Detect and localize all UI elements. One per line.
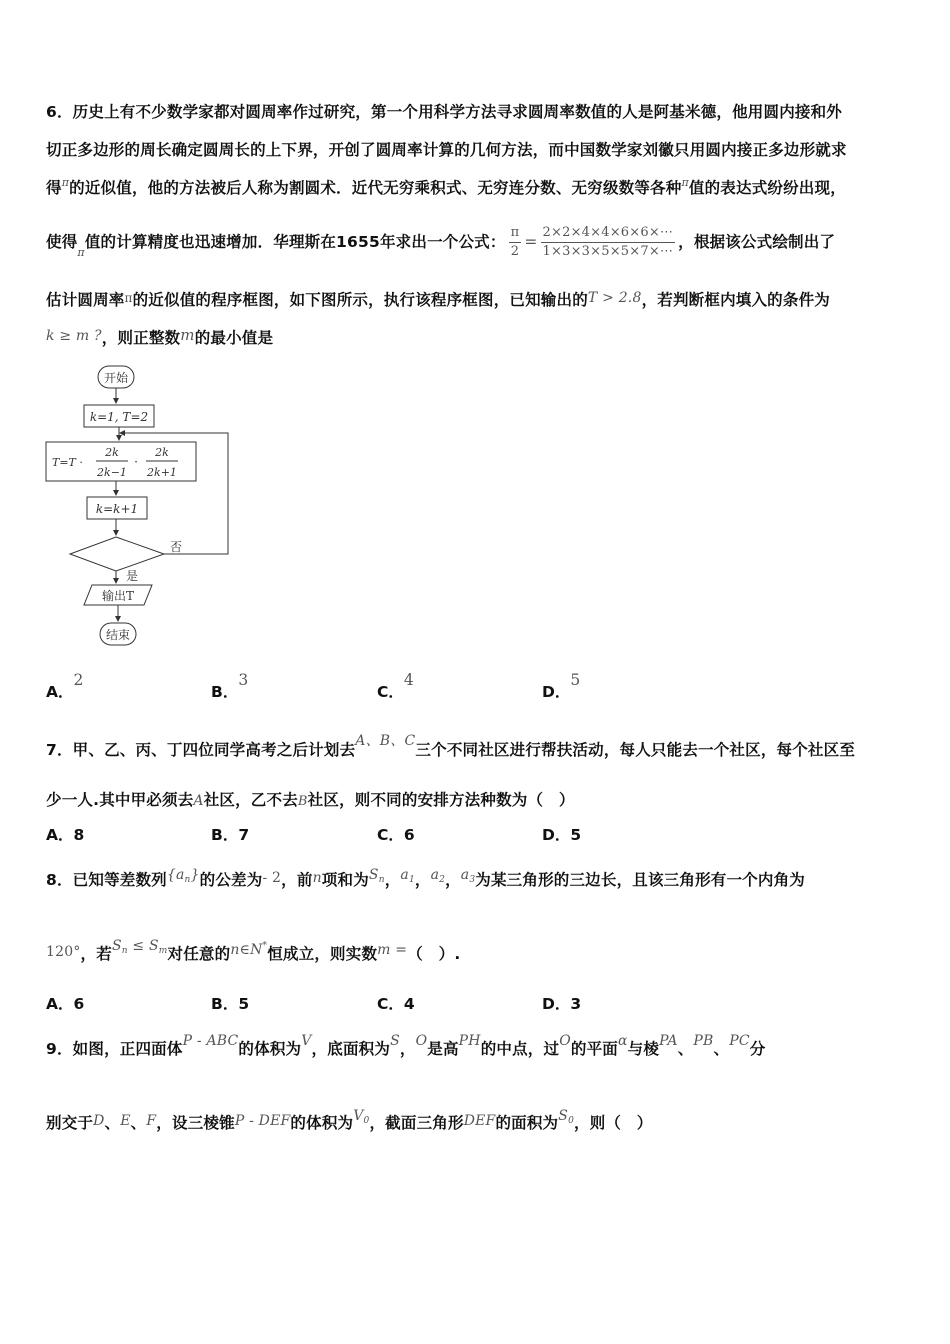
q7-option-a[interactable] — [46, 823, 84, 845]
pi-symbol: π — [124, 291, 133, 305]
q6-text: ，则正整数 — [101, 329, 181, 347]
q7-text: 7．甲、乙、丙、丁四位同学高考之后计划去 — [46, 741, 356, 759]
update-lhs: T=T · — [52, 456, 83, 469]
a-sub: 3 — [469, 875, 476, 885]
option-value: 2 — [73, 671, 84, 689]
incr-label: k=k+1 — [95, 502, 139, 516]
q8-line-1 — [46, 868, 805, 890]
D: D — [93, 1113, 105, 1129]
equals: = — [524, 233, 538, 251]
option-letter: A． — [46, 826, 74, 844]
q7-text: 三个不同社区进行帮扶活动，每人只能去一个社区，每个社区至 — [415, 741, 856, 759]
var-m: m — [180, 326, 195, 344]
S-sub: n — [121, 946, 128, 956]
q6-text: 的近似值，他的方法被后人称为割圆术．近代无穷乘积式、无穷连分数、无穷级数等各种 — [69, 179, 682, 197]
start-label: 开始 — [103, 371, 129, 385]
f1-den: 2k−1 — [97, 466, 127, 479]
pyramid: P - DEF — [234, 1113, 291, 1129]
q8-text: ，若 — [80, 945, 112, 963]
q8-text: 8．已知等差数列 — [46, 871, 167, 889]
q6-text: ，根据该公式绘制出了 — [678, 233, 836, 251]
condition-T: T > 2.8 — [587, 290, 642, 306]
DEF: DEF — [463, 1113, 496, 1129]
option-value: 6 — [403, 826, 415, 844]
q8-text: 项和为 — [321, 871, 369, 889]
q6-text: 使得 — [46, 233, 78, 251]
q6-line-3 — [46, 176, 846, 198]
option-letter: B． — [211, 995, 239, 1013]
alpha: α — [618, 1033, 628, 1049]
q6-line-5 — [46, 288, 830, 310]
option-letter: D． — [542, 995, 571, 1013]
option-value: 6 — [73, 995, 85, 1013]
m-eq: m = — [377, 942, 408, 958]
dot: · — [134, 455, 138, 469]
a2 — [431, 867, 445, 883]
q6-line-1 — [46, 100, 842, 122]
option-value: 3 — [238, 671, 249, 689]
q9-text: 是高 — [427, 1040, 459, 1058]
f2-den: 2k+1 — [147, 466, 177, 479]
option-letter: A． — [46, 995, 74, 1013]
q6-option-c[interactable] — [377, 671, 414, 702]
option-value: 4 — [403, 995, 415, 1013]
q6-text: 得 — [46, 179, 62, 197]
sep: 、 — [104, 1114, 121, 1132]
option-value: 3 — [570, 995, 582, 1013]
init-label: k=1, T=2 — [89, 410, 149, 424]
option-value: 5 — [238, 995, 250, 1013]
end-label: 结束 — [105, 628, 131, 642]
pi-symbol: π — [681, 176, 689, 189]
q6-line-6 — [46, 326, 273, 348]
q9-text: 分 — [749, 1040, 766, 1058]
q8-option-c[interactable] — [377, 992, 415, 1014]
S: S — [558, 1108, 569, 1124]
option-letter: B． — [211, 826, 239, 844]
output-label: 输出T — [101, 589, 135, 603]
q6-text: ，若判断框内填入的条件为 — [641, 291, 830, 309]
lhs-num: π — [509, 224, 522, 243]
option-letter: C． — [377, 826, 404, 844]
option-letter: C． — [377, 995, 404, 1013]
a-sub: 2 — [439, 875, 446, 885]
q6-option-d[interactable] — [542, 671, 581, 702]
comma: ， — [414, 871, 431, 889]
V: V — [301, 1033, 312, 1049]
pi-symbol: π — [61, 176, 70, 189]
q6-option-b[interactable] — [211, 671, 249, 702]
q9-text: ，设三棱锥 — [156, 1114, 235, 1132]
V-sub: 0 — [363, 1116, 370, 1126]
no-label: 否 — [170, 540, 183, 554]
a: a — [400, 867, 409, 883]
q7-option-d[interactable] — [542, 823, 581, 845]
a: a — [460, 867, 470, 883]
q7-line-1 — [46, 733, 856, 760]
q9-text: 的中点，过 — [480, 1040, 560, 1058]
q7-option-c[interactable] — [377, 823, 415, 845]
q9-line-2 — [46, 1108, 653, 1133]
a3 — [461, 867, 475, 883]
q8-option-b[interactable] — [211, 992, 249, 1014]
difference: - 2 — [262, 870, 282, 886]
comma: ， — [445, 871, 461, 889]
condition-k: k ≥ m ? — [46, 328, 102, 344]
nset: n∈N — [230, 942, 263, 958]
q9-text: 与棱 — [627, 1040, 660, 1058]
comma: ， — [384, 871, 401, 889]
q8-option-d[interactable] — [542, 992, 581, 1014]
sep: 、 — [713, 1040, 730, 1058]
q6-text: 值的表达式纷纷出现， — [688, 179, 846, 197]
wallis-lhs — [509, 224, 522, 261]
S-sub: 0 — [568, 1116, 574, 1126]
q8-line-2 — [46, 938, 461, 964]
f1-num: 2k — [105, 446, 119, 459]
q7-text: 社区，则不同的安排方法种数为（ ） — [307, 791, 575, 809]
places: A、B、C — [355, 733, 416, 749]
q6-text: 估计圆周率 — [46, 291, 125, 309]
q8-text: 为某三角形的三边长，且该三角形有一个内角为 — [475, 871, 805, 889]
q8-text: 对任意的 — [167, 945, 231, 963]
q6-text: 的最小值是 — [194, 329, 274, 347]
q9-text: 的面积为 — [495, 1114, 559, 1132]
flowchart — [40, 360, 240, 652]
option-value: 7 — [238, 826, 250, 844]
q8-text: ，前 — [281, 871, 313, 889]
tetra: P - ABC — [182, 1033, 239, 1049]
S-sub: n — [378, 875, 385, 885]
a: a — [430, 867, 440, 883]
S: S — [368, 867, 379, 883]
seq-open: {a — [166, 867, 185, 883]
seq-sub: n — [184, 875, 191, 885]
comma: ， — [399, 1040, 416, 1058]
option-value: 5 — [570, 826, 582, 844]
var-n: n — [312, 870, 322, 886]
seq-an — [167, 867, 200, 883]
q8-text: 恒成立，则实数 — [267, 945, 378, 963]
option-letter: C． — [377, 683, 404, 701]
F: F — [146, 1113, 157, 1129]
q9-text: 别交于 — [46, 1114, 94, 1132]
q7-line-2 — [46, 788, 575, 810]
q7-text: 少一人.其中甲必须去 — [46, 791, 194, 809]
S: S — [148, 938, 159, 954]
q8-text: （ ）. — [407, 945, 461, 963]
wallis-rhs — [541, 224, 676, 261]
PA: PA — [659, 1033, 678, 1049]
q9-text: 的平面 — [570, 1040, 618, 1058]
f2-num: 2k — [155, 446, 169, 459]
V0 — [353, 1108, 369, 1124]
lhs-den: 2 — [510, 244, 520, 259]
S-sub: m — [158, 946, 168, 956]
q9-text: ，则（ ） — [574, 1114, 653, 1132]
q9-text: ，截面三角形 — [369, 1114, 464, 1132]
seq-close: } — [190, 867, 200, 883]
option-value: 8 — [73, 826, 85, 844]
q9-text: 的体积为 — [238, 1040, 302, 1058]
a1 — [400, 867, 414, 883]
decision-diamond — [70, 537, 164, 571]
option-letter: D． — [542, 826, 571, 844]
q9-text: ，底面积为 — [311, 1040, 391, 1058]
place-B: B — [297, 794, 308, 809]
q7-option-b[interactable] — [211, 823, 249, 845]
S0 — [558, 1108, 574, 1124]
PC: PC — [729, 1033, 750, 1049]
option-letter: A． — [46, 683, 74, 701]
option-letter: D． — [542, 683, 571, 701]
PH: PH — [458, 1033, 481, 1049]
le: ≤ — [127, 938, 149, 954]
q6-option-a[interactable] — [46, 671, 84, 702]
V: V — [353, 1108, 364, 1124]
option-value: 4 — [403, 671, 414, 689]
sep: 、 — [677, 1040, 694, 1058]
a-sub: 1 — [408, 875, 415, 885]
angle: 120° — [46, 944, 81, 960]
rhs-den: 1×3×3×5×5×7×⋯ — [542, 244, 674, 259]
q6-text: 6．历史上有不少数学家都对圆周率作过研究，第一个用科学方法寻求圆周率数值的人是阿基米德，他用圆内接和外 — [46, 103, 842, 121]
yes-label: 是 — [126, 569, 139, 583]
S: S — [111, 938, 122, 954]
q6-text: 切正多边形的周长确定圆周长的上下界，开创了圆周率计算的几何方法，而中国数学家刘徽只用圆内接正多边形就求 — [46, 141, 847, 159]
q6-text: 的近似值的程序框图，如下图所示，执行该程序框图，已知输出的 — [132, 291, 588, 309]
q7-text: 社区，乙不去 — [203, 791, 298, 809]
Sn — [369, 867, 385, 883]
inequality — [112, 938, 168, 954]
O: O — [559, 1033, 571, 1049]
place-A: A — [193, 793, 204, 809]
option-value: 5 — [570, 671, 581, 689]
n-in-N — [230, 942, 267, 958]
rhs-num: 2×2×4×4×6×6×⋯ — [541, 224, 676, 243]
sep: 、 — [130, 1114, 147, 1132]
q6-text: 值的计算精度也迅速增加．华理斯在1655年求出一个公式： — [84, 233, 506, 251]
PB: PB — [693, 1033, 714, 1049]
nset-sup: * — [262, 941, 268, 951]
q9-text: 的体积为 — [290, 1114, 354, 1132]
q8-text: 的公差为 — [199, 871, 263, 889]
q9-line-1 — [46, 1033, 766, 1059]
option-letter: B． — [211, 683, 239, 701]
q6-line-4 — [46, 224, 835, 261]
E: E — [120, 1113, 131, 1129]
O: O — [415, 1033, 428, 1049]
S: S — [390, 1033, 400, 1049]
q6-line-2 — [46, 138, 847, 160]
q8-option-a[interactable] — [46, 992, 84, 1014]
q9-text: 9．如图，正四面体 — [46, 1040, 183, 1058]
pi-symbol: π — [77, 246, 85, 259]
